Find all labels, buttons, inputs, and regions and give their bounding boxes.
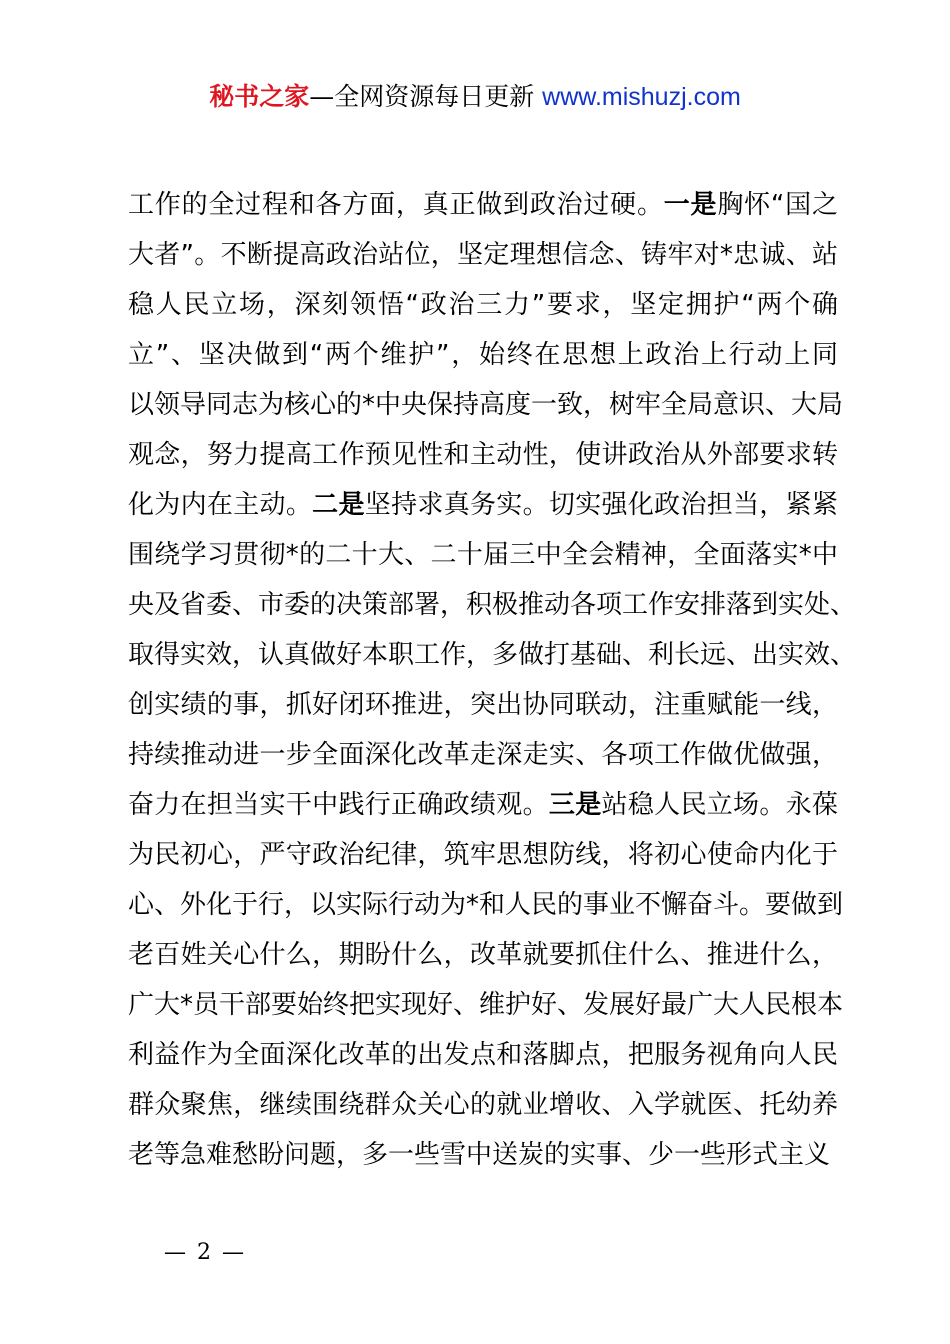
text-segment: 老等急难愁盼问题，多一些雪中送炭的实事、少一些形式主义: [128, 1140, 831, 1170]
text-line: [128, 980, 844, 1030]
text-segment: 工作的全过程和各方面，真正做到政治过硬。: [128, 190, 664, 220]
text-segment: 取得实效，认真做好本职工作，多做打基础、利长远、出实效、: [128, 640, 857, 670]
text-line: [128, 530, 838, 580]
text-line: [128, 1080, 838, 1130]
text-segment: 以领导同志为核心的*中央保持高度一致，树牢全局意识、大局: [128, 390, 844, 420]
text-line: [128, 180, 838, 230]
text-line: [128, 1030, 838, 1080]
text-segment: 化为内在主动。: [128, 490, 313, 520]
text-line: [128, 430, 838, 480]
text-segment: 为民初心，严守政治纪律，筑牢思想防线，将初心使命内化于: [128, 840, 838, 870]
text-segment: 胸怀“国之: [717, 190, 838, 220]
text-line: [128, 1130, 838, 1180]
text-segment: 站稳人民立场。永葆: [601, 790, 838, 820]
text-line: [128, 480, 838, 530]
text-segment: 围绕学习贯彻*的二十大、二十届三中全会精神，全面落实*中: [128, 540, 838, 570]
site-header: [0, 80, 950, 114]
text-segment: 大者”。不断提高政治站位，坚定理想信念、铸牢对*忠诚、站: [128, 240, 838, 270]
bold-lead-phrase: 二是: [312, 490, 365, 520]
text-segment: 稳人民立场，深刻领悟“政治三力”要求，坚定拥护“两个确: [128, 290, 838, 320]
text-line: [128, 330, 838, 380]
text-line: [128, 930, 838, 980]
bold-lead-phrase: 三是: [548, 790, 602, 820]
text-line: [128, 880, 844, 930]
text-line: [128, 680, 838, 730]
text-line: [128, 730, 838, 780]
text-segment: 群众聚焦，继续围绕群众关心的就业增收、入学就医、托幼养: [128, 1090, 838, 1120]
text-line: [128, 630, 857, 680]
bold-lead-phrase: 一是: [663, 190, 718, 220]
brand-name: 秘书之家: [209, 82, 310, 111]
site-url-link[interactable]: www.mishuzj.com: [542, 83, 741, 111]
text-segment: 利益作为全面深化改革的出发点和落脚点，把服务视角向人民: [128, 1040, 838, 1070]
header-tagline: —全网资源每日更新: [309, 82, 543, 111]
text-segment: 心、外化于行，以实际行动为*和人民的事业不懈奋斗。要做到: [128, 890, 844, 920]
text-line: [128, 230, 838, 280]
text-segment: 持续推动进一步全面深化改革走深走实、各项工作做优做强，: [128, 740, 838, 770]
text-line: [128, 580, 857, 630]
text-segment: 立”、坚决做到“两个维护”，始终在思想上政治上行动上同: [128, 340, 838, 370]
text-segment: 老百姓关心什么，期盼什么，改革就要抓住什么、推进什么，: [128, 940, 838, 970]
text-segment: 创实绩的事，抓好闭环推进，突出协同联动，注重赋能一线，: [128, 690, 838, 720]
text-line: [128, 780, 838, 830]
text-segment: 广大*员干部要始终把实现好、维护好、发展好最广大人民根本: [128, 990, 844, 1020]
text-line: [128, 830, 838, 880]
text-segment: 央及省委、市委的决策部署，积极推动各项工作安排落到实处、: [128, 590, 857, 620]
text-line: [128, 280, 838, 330]
document-body: [128, 180, 857, 1180]
text-segment: 观念，努力提高工作预见性和主动性，使讲政治从外部要求转: [128, 440, 838, 470]
text-segment: 奋力在担当实干中践行正确政绩观。: [128, 790, 549, 820]
text-segment: 坚持求真务实。切实强化政治担当，紧紧: [364, 490, 838, 520]
text-line: [128, 380, 844, 430]
page-number: — 2 —: [164, 1240, 246, 1265]
